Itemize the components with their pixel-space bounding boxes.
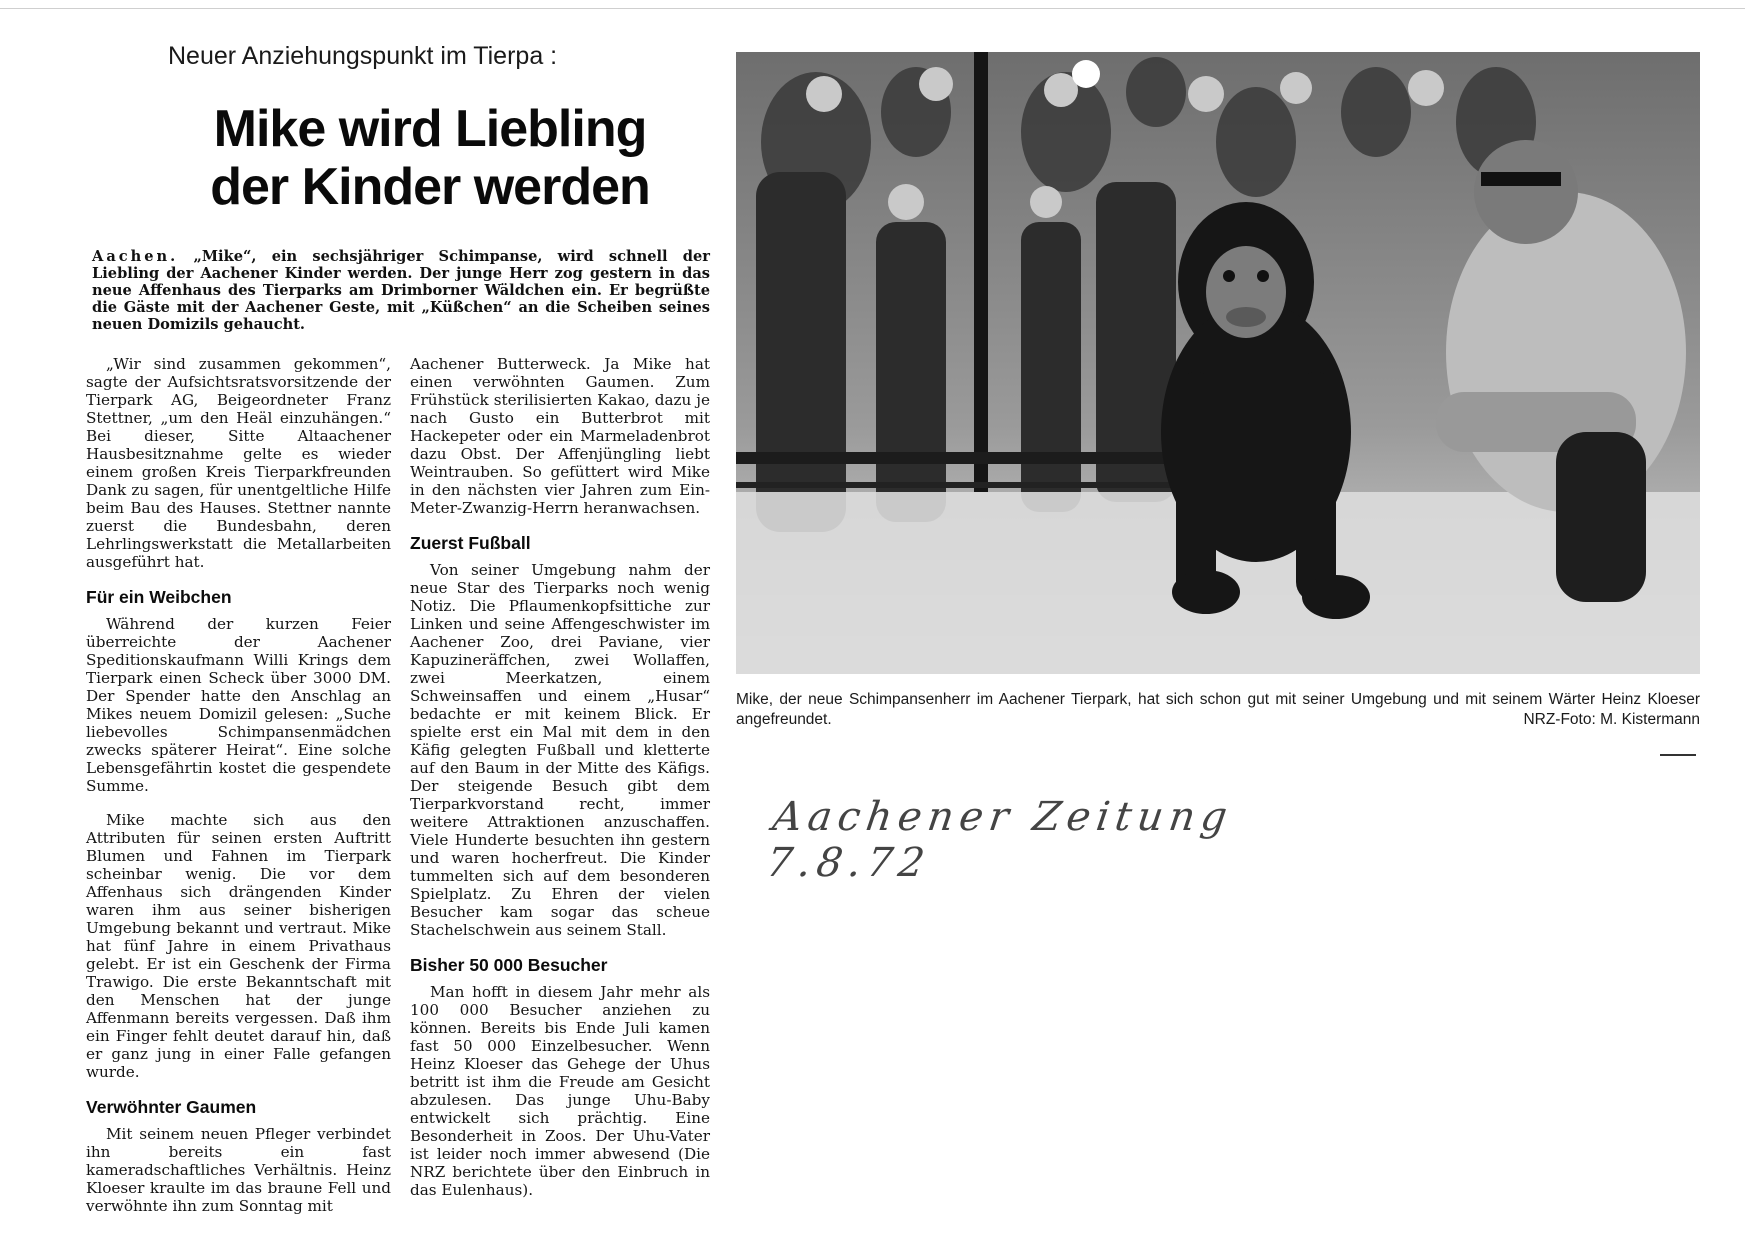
article-photo	[736, 52, 1700, 674]
article-headline	[150, 100, 710, 216]
article-column-2	[410, 355, 710, 1199]
lead-place: Aachen.	[92, 248, 179, 265]
article-column-1	[86, 355, 391, 1215]
paragraph: Mit seinem neuen Pfleger verbindet ihn bereits ein fast kameradschaftliches Verhältnis. Heinz Kloeser kraulte im das braune Fell und verwöhnte ihn zum Sonntag mit	[86, 1125, 391, 1215]
photo-credit: NRZ-Foto: M. Kistermann	[1523, 711, 1700, 728]
lead-text: „Mike“, ein sechsjähriger Schimpanse, wird schnell der Liebling der Aachener Kinder werden. Der junge Herr zog gestern in das neue Affenhaus des Tierparks am Drimborner Wäldchen ein. Er begrüßte die Gäste mit der Aachener Geste, mit „Küßchen“ an die Scheiben seines neuen Domizils gehaucht.	[92, 248, 710, 333]
photo-illustration	[736, 52, 1700, 674]
paragraph: Man hofft in diesem Jahr mehr als 100 000 Besucher anziehen zu können. Bereits bis Ende Juli kamen fast 50 000 Einzelbesucher. Wenn Heinz Kloeser das Gehege der Uhus betritt ist ihm die Freude am Gesicht abzulesen. Das junge Uhu-Baby entwickelt sich prächtig. Eine Besonderheit in Zoos. Der Uhu-Vater ist leider noch immer abwesend (Die NRZ berichtete über den Einbruch in das Eulenhaus).	[410, 983, 710, 1199]
subheading-fuer-ein-weibchen: Für ein Weibchen	[86, 587, 232, 607]
paragraph: Von seiner Umgebung nahm der neue Star des Tierparks noch wenig Notiz. Die Pflaumenkopfsittiche zur Linken und seine Affengeschwister im Aachener Zoo, drei Paviane, vier Kapuzineräffchen, zwei Wollaffen, zwei Meerkatzen, einem Schweinsaffen und einem „Husar“ bedachte er mit keinem Blick. Er spielte erst ein Mal mit dem in den Käfig gelegten Fußball und kletterte auf den Baum in der Mitte des Käfigs. Der steigende Besuch gibt dem Tierparkvorstand recht, immer weitere Attraktionen anzuschaffen. Viele Hunderte besuchten ihn gestern und waren hocherfreut. Die Kinder tummelten sich auf dem besonderen Spielplatz. Zu Ehren der vielen Besucher kam sogar das scheue Stachelschwein aus seinem Stall.	[410, 561, 710, 939]
scan-top-edge	[0, 8, 1745, 9]
end-rule	[1660, 754, 1696, 756]
paragraph: Aachener Butterweck. Ja Mike hat einen verwöhnten Gaumen. Zum Frühstück sterilisierten Kakao, dazu je nach Gusto ein Butterbrot mit Hackepeter oder ein Marmeladenbrot dazu Obst. Der Affenjüngling liebt Weintrauben. So gefüttert wird Mike in den nächsten vier Jahren zum Ein-Meter-Zwanzig-Herrn heranwachsen.	[410, 355, 710, 517]
handwritten-source-note: Aachener Zeitung 7.8.72	[763, 794, 1236, 886]
paragraph: Während der kurzen Feier überreichte der Aachener Speditionskaufmann Willi Krings dem Tierpark einen Scheck über 3000 DM. Der Spender hatte den Anschlag an Mikes neuem Domizil gelesen: „Suche liebevolles Schimpansenmädchen zwecks späterer Heirat“. Eine solche Lebensgefährtin kostet die gespendete Summe.	[86, 615, 391, 795]
article-kicker: Neuer Anziehungspunkt im Tierpa :	[168, 42, 558, 70]
headline-line-1: Mike wird Liebling	[213, 100, 647, 158]
subheading-bisher-50000-besucher: Bisher 50 000 Besucher	[410, 955, 608, 975]
article-lead	[92, 248, 710, 333]
headline-line-2: der Kinder werden	[210, 158, 650, 216]
subheading-zuerst-fussball: Zuerst Fußball	[410, 533, 531, 553]
paragraph: Mike machte sich aus den Attributen für seinen ersten Auftritt Blumen und Fahnen im Tierpark scheinbar wenig. Die vor dem Affenhaus sich drängenden Kinder waren ihm aus seiner bisherigen Umgebung bekannt und vertraut. Mike hat fünf Jahre in einem Privathaus gelebt. Er ist ein Geschenk der Firma Trawigo. Die erste Bekanntschaft mit den Menschen hat der junge Affenmann bereits vergessen. Daß ihm ein Finger fehlt deutet darauf hin, daß er ganz jung in einer Falle gefangen wurde.	[86, 811, 391, 1081]
subheading-verwoehnter-gaumen: Verwöhnter Gaumen	[86, 1097, 257, 1117]
paragraph: „Wir sind zusammen gekommen“, sagte der Aufsichtsratsvorsitzende der Tierpark AG, Beigeordneter Franz Stettner, „um den Heäl einzuhängen.“ Bei dieser, Sitte Altaachener Hausbesitznahme gelte es wieder einem großen Kreis Tierparkfreunden Dank zu sagen, für unentgeltliche Hilfe beim Bau des Hauses. Stettner nannte zuerst die Bundesbahn, deren Lehrlingswerkstatt die Metallarbeiten ausgeführt hat.	[86, 355, 391, 571]
photo-caption: Mike, der neue Schimpansenherr im Aachener Tierpark, hat sich schon gut mit seiner Umgebung und mit seinem Wärter Heinz Kloeser angefreundet.	[736, 691, 1700, 728]
